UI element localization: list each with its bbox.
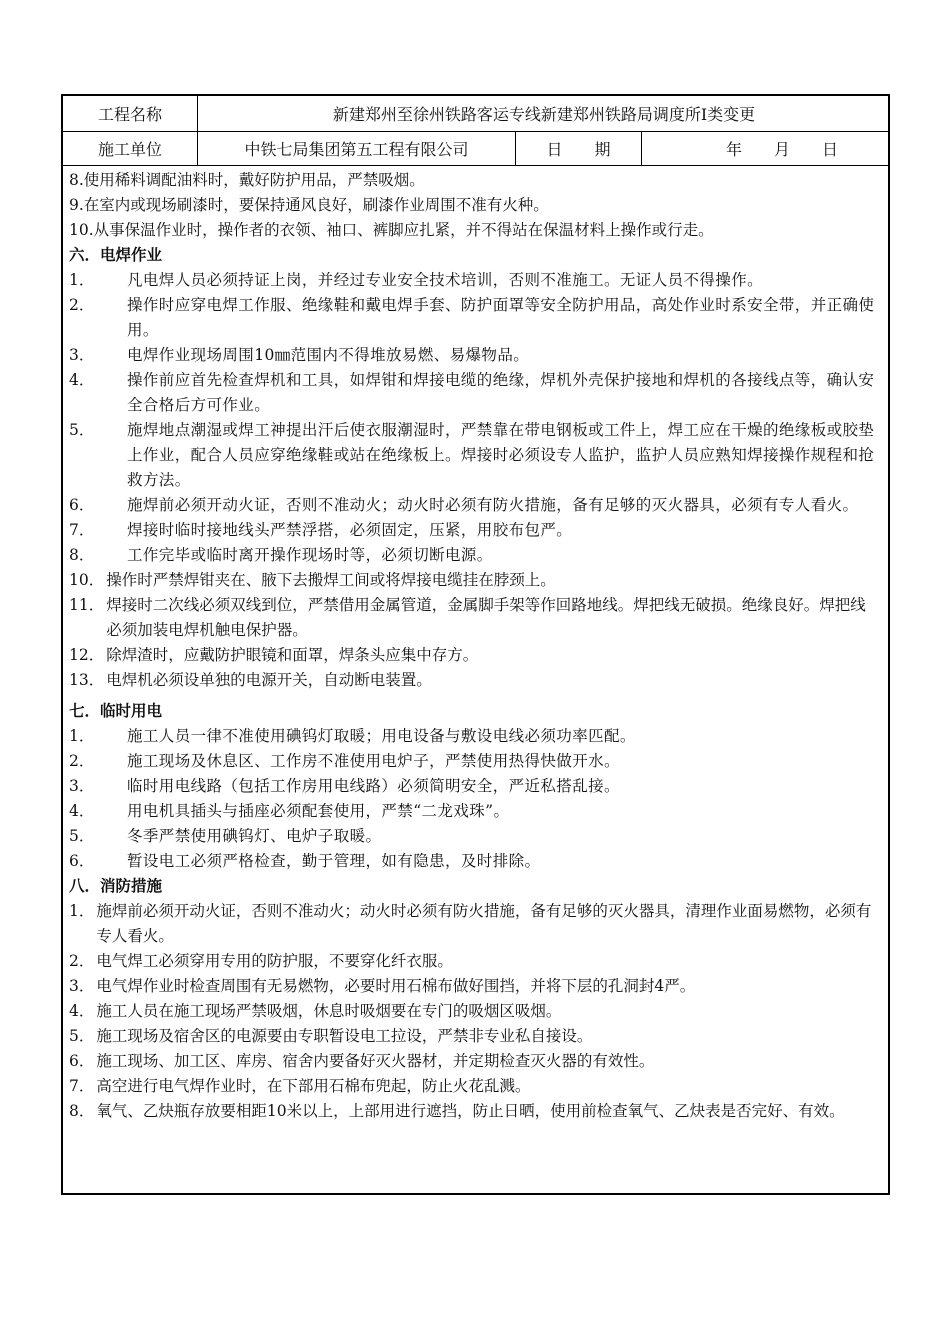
item-text: 除焊渣时，应戴防护眼镜和面罩，焊条头应集中存方。 xyxy=(106,646,479,664)
item-text: 操作前应首先检查焊机和工具，如焊钳和焊接电缆的绝缘，焊机外壳保护接地和焊机的各接线点等，确认安全合格后方可作业。 xyxy=(127,371,875,414)
item-number: 3． xyxy=(69,977,95,995)
item-number: 1． xyxy=(69,271,95,289)
item-text: 高空进行电气焊作业时，在下部用石棉布兜起，防止火花乱溅。 xyxy=(96,1077,531,1095)
item-number: 12． xyxy=(69,646,105,664)
item-number: 6． xyxy=(69,496,95,514)
header-row-project xyxy=(63,96,888,132)
item-number: 6． xyxy=(69,852,95,870)
item-text: 施工人员一律不准使用碘钨灯取暖；用电设备与敷设电线必须功率匹配。 xyxy=(127,727,636,745)
item-text: 电焊作业现场周围10㎜范围内不得堆放易燃、易爆物品。 xyxy=(127,346,530,364)
item-text: 凡电焊人员必须持证上岗，并经过专业安全技术培训，否则不准施工。无证人员不得操作。 xyxy=(127,271,764,289)
list-item xyxy=(69,974,880,999)
list-item xyxy=(69,568,880,593)
item-number: 11． xyxy=(69,596,105,614)
item-text: 操作时严禁焊钳夹在、腋下去搬焊工间或将焊接电缆挂在脖颈上。 xyxy=(106,571,556,589)
section-title: 七．临时用电 xyxy=(69,702,163,720)
item-number: 7． xyxy=(69,1077,95,1095)
list-item xyxy=(69,493,880,518)
item-number: 10． xyxy=(69,571,105,589)
list-item xyxy=(69,643,880,668)
item-number: 3． xyxy=(69,777,95,795)
intro-line: 10.从事保温作业时，操作者的衣领、袖口、裤脚应扎紧，并不得站在保温材料上操作或行走。 xyxy=(69,221,714,239)
item-text: 施焊前必须开动火证，否则不准动火；动火时必须有防火措施，备有足够的灭火器具，必须有专人看火。 xyxy=(127,496,859,514)
document-frame xyxy=(61,94,890,1195)
list-item xyxy=(69,899,880,949)
list-item xyxy=(69,999,880,1024)
item-text: 焊接时二次线必须双线到位，严禁借用金属管道，金属脚手架等作回路地线。焊把线无破损。绝缘良好。焊把线必须加装电焊机触电保护器。 xyxy=(106,596,866,639)
date-value: 年 月 日 xyxy=(725,140,838,159)
section-title: 六．电焊作业 xyxy=(69,246,163,264)
item-text: 氧气、乙炔瓶存放要相距10米以上，上部用进行遮挡，防止日晒，使用前检查氧气、乙炔表是否完好、有效。 xyxy=(96,1102,845,1120)
list-item xyxy=(69,849,880,874)
project-label: 工程名称 xyxy=(63,96,198,131)
item-text: 施工现场及宿舍区的电源要由专职暂设电工拉设，严禁非专业私自接设。 xyxy=(96,1027,593,1045)
list-item xyxy=(69,949,880,974)
list-item xyxy=(69,593,880,643)
list-item xyxy=(69,543,880,568)
list-item xyxy=(69,293,880,343)
list-item xyxy=(69,418,880,493)
item-number: 2． xyxy=(69,952,95,970)
item-text: 施焊前必须开动火证，否则不准动火；动火时必须有防火措施，备有足够的灭火器具，清理作业面易燃物，必须有专人看火。 xyxy=(96,902,872,945)
list-item xyxy=(69,1074,880,1099)
item-text: 施工现场、加工区、库房、宿舍内要备好灭火器材，并定期检查灭火器的有效性。 xyxy=(96,1052,655,1070)
list-item xyxy=(69,749,880,774)
list-item xyxy=(69,1099,880,1124)
item-number: 5． xyxy=(69,827,95,845)
list-item xyxy=(69,1024,880,1049)
item-text: 暂设电工必须严格检查，勤于管理，如有隐患，及时排除。 xyxy=(127,852,541,870)
header-row-unit xyxy=(63,132,888,166)
item-text: 电焊机必须设单独的电源开关，自动断电装置。 xyxy=(106,671,432,689)
item-text: 施工人员在施工现场严禁吸烟，休息时吸烟要在专门的吸烟区吸烟。 xyxy=(96,1002,562,1020)
item-text: 施工现场及休息区、工作房不准使用电炉子，严禁使用热得快做开水。 xyxy=(127,752,620,770)
item-text: 电气焊工必须穿用专用的防护服，不要穿化纤衣服。 xyxy=(96,952,453,970)
item-number: 3． xyxy=(69,346,95,364)
item-text: 冬季严禁使用碘钨灯、电炉子取暖。 xyxy=(127,827,382,845)
item-number: 5． xyxy=(69,1027,95,1045)
list-item xyxy=(69,343,880,368)
unit-value: 中铁七局集团第五工程有限公司 xyxy=(198,132,516,165)
list-item xyxy=(69,1049,880,1074)
sections xyxy=(69,243,880,1124)
item-number: 4． xyxy=(69,802,95,820)
item-text: 用电机具插头与插座必须配套使用，严禁“二龙戏珠”。 xyxy=(127,802,510,820)
list-item xyxy=(69,774,880,799)
item-text: 施焊地点潮湿或焊工神提出汗后使衣服潮湿时，严禁靠在带电钢板或工件上，焊工应在干燥的绝缘板或胶垫上作业，配合人员应穿绝缘鞋或站在绝缘板上。焊接时必须设专人监护，监护人员应熟知焊接操作规程和抢救方法。 xyxy=(127,421,875,489)
item-number: 2． xyxy=(69,752,95,770)
item-number: 1． xyxy=(69,727,95,745)
item-number: 5． xyxy=(69,421,95,439)
item-number: 8． xyxy=(69,546,95,564)
item-number: 4． xyxy=(69,371,95,389)
list-item xyxy=(69,799,880,824)
item-number: 1． xyxy=(69,902,95,920)
content-body xyxy=(63,166,888,1124)
list-item xyxy=(69,518,880,543)
item-number: 6． xyxy=(69,1052,95,1070)
item-text: 工作完毕或临时离开操作现场时等，必须切断电源。 xyxy=(127,546,493,564)
list-item xyxy=(69,724,880,749)
item-number: 2． xyxy=(69,296,95,314)
list-item xyxy=(69,368,880,418)
list-item xyxy=(69,268,880,293)
item-number: 7． xyxy=(69,521,95,539)
list-item xyxy=(69,668,880,693)
item-number: 13． xyxy=(69,671,105,689)
intro-line: 9.在室内或现场刷漆时，要保持通风良好，刷漆作业周围不准有火种。 xyxy=(69,196,549,214)
item-text: 电气焊作业时检查周围有无易燃物，必要时用石棉布做好围挡，并将下层的孔洞封4严。 xyxy=(96,977,696,995)
list-item xyxy=(69,824,880,849)
item-text: 临时用电线路（包括工作房用电线路）必须简明安全，严近私搭乱接。 xyxy=(127,777,620,795)
intro-line: 8.使用稀料调配油料时，戴好防护用品，严禁吸烟。 xyxy=(69,171,425,189)
section-title: 八．消防措施 xyxy=(69,877,163,895)
item-number: 4． xyxy=(69,1002,95,1020)
item-number: 8． xyxy=(69,1102,95,1120)
date-label: 日 期 xyxy=(516,132,642,165)
unit-label: 施工单位 xyxy=(63,132,198,165)
item-text: 操作时应穿电焊工作服、绝缘鞋和戴电焊手套、防护面罩等安全防护用品，高处作业时系安全带，并正确使用。 xyxy=(127,296,875,339)
project-value: 新建郑州至徐州铁路客运专线新建郑州铁路局调度所Ⅰ类变更 xyxy=(332,105,756,124)
item-text: 焊接时临时接地线头严禁浮搭，必须固定，压紧，用胶布包严。 xyxy=(127,521,573,539)
